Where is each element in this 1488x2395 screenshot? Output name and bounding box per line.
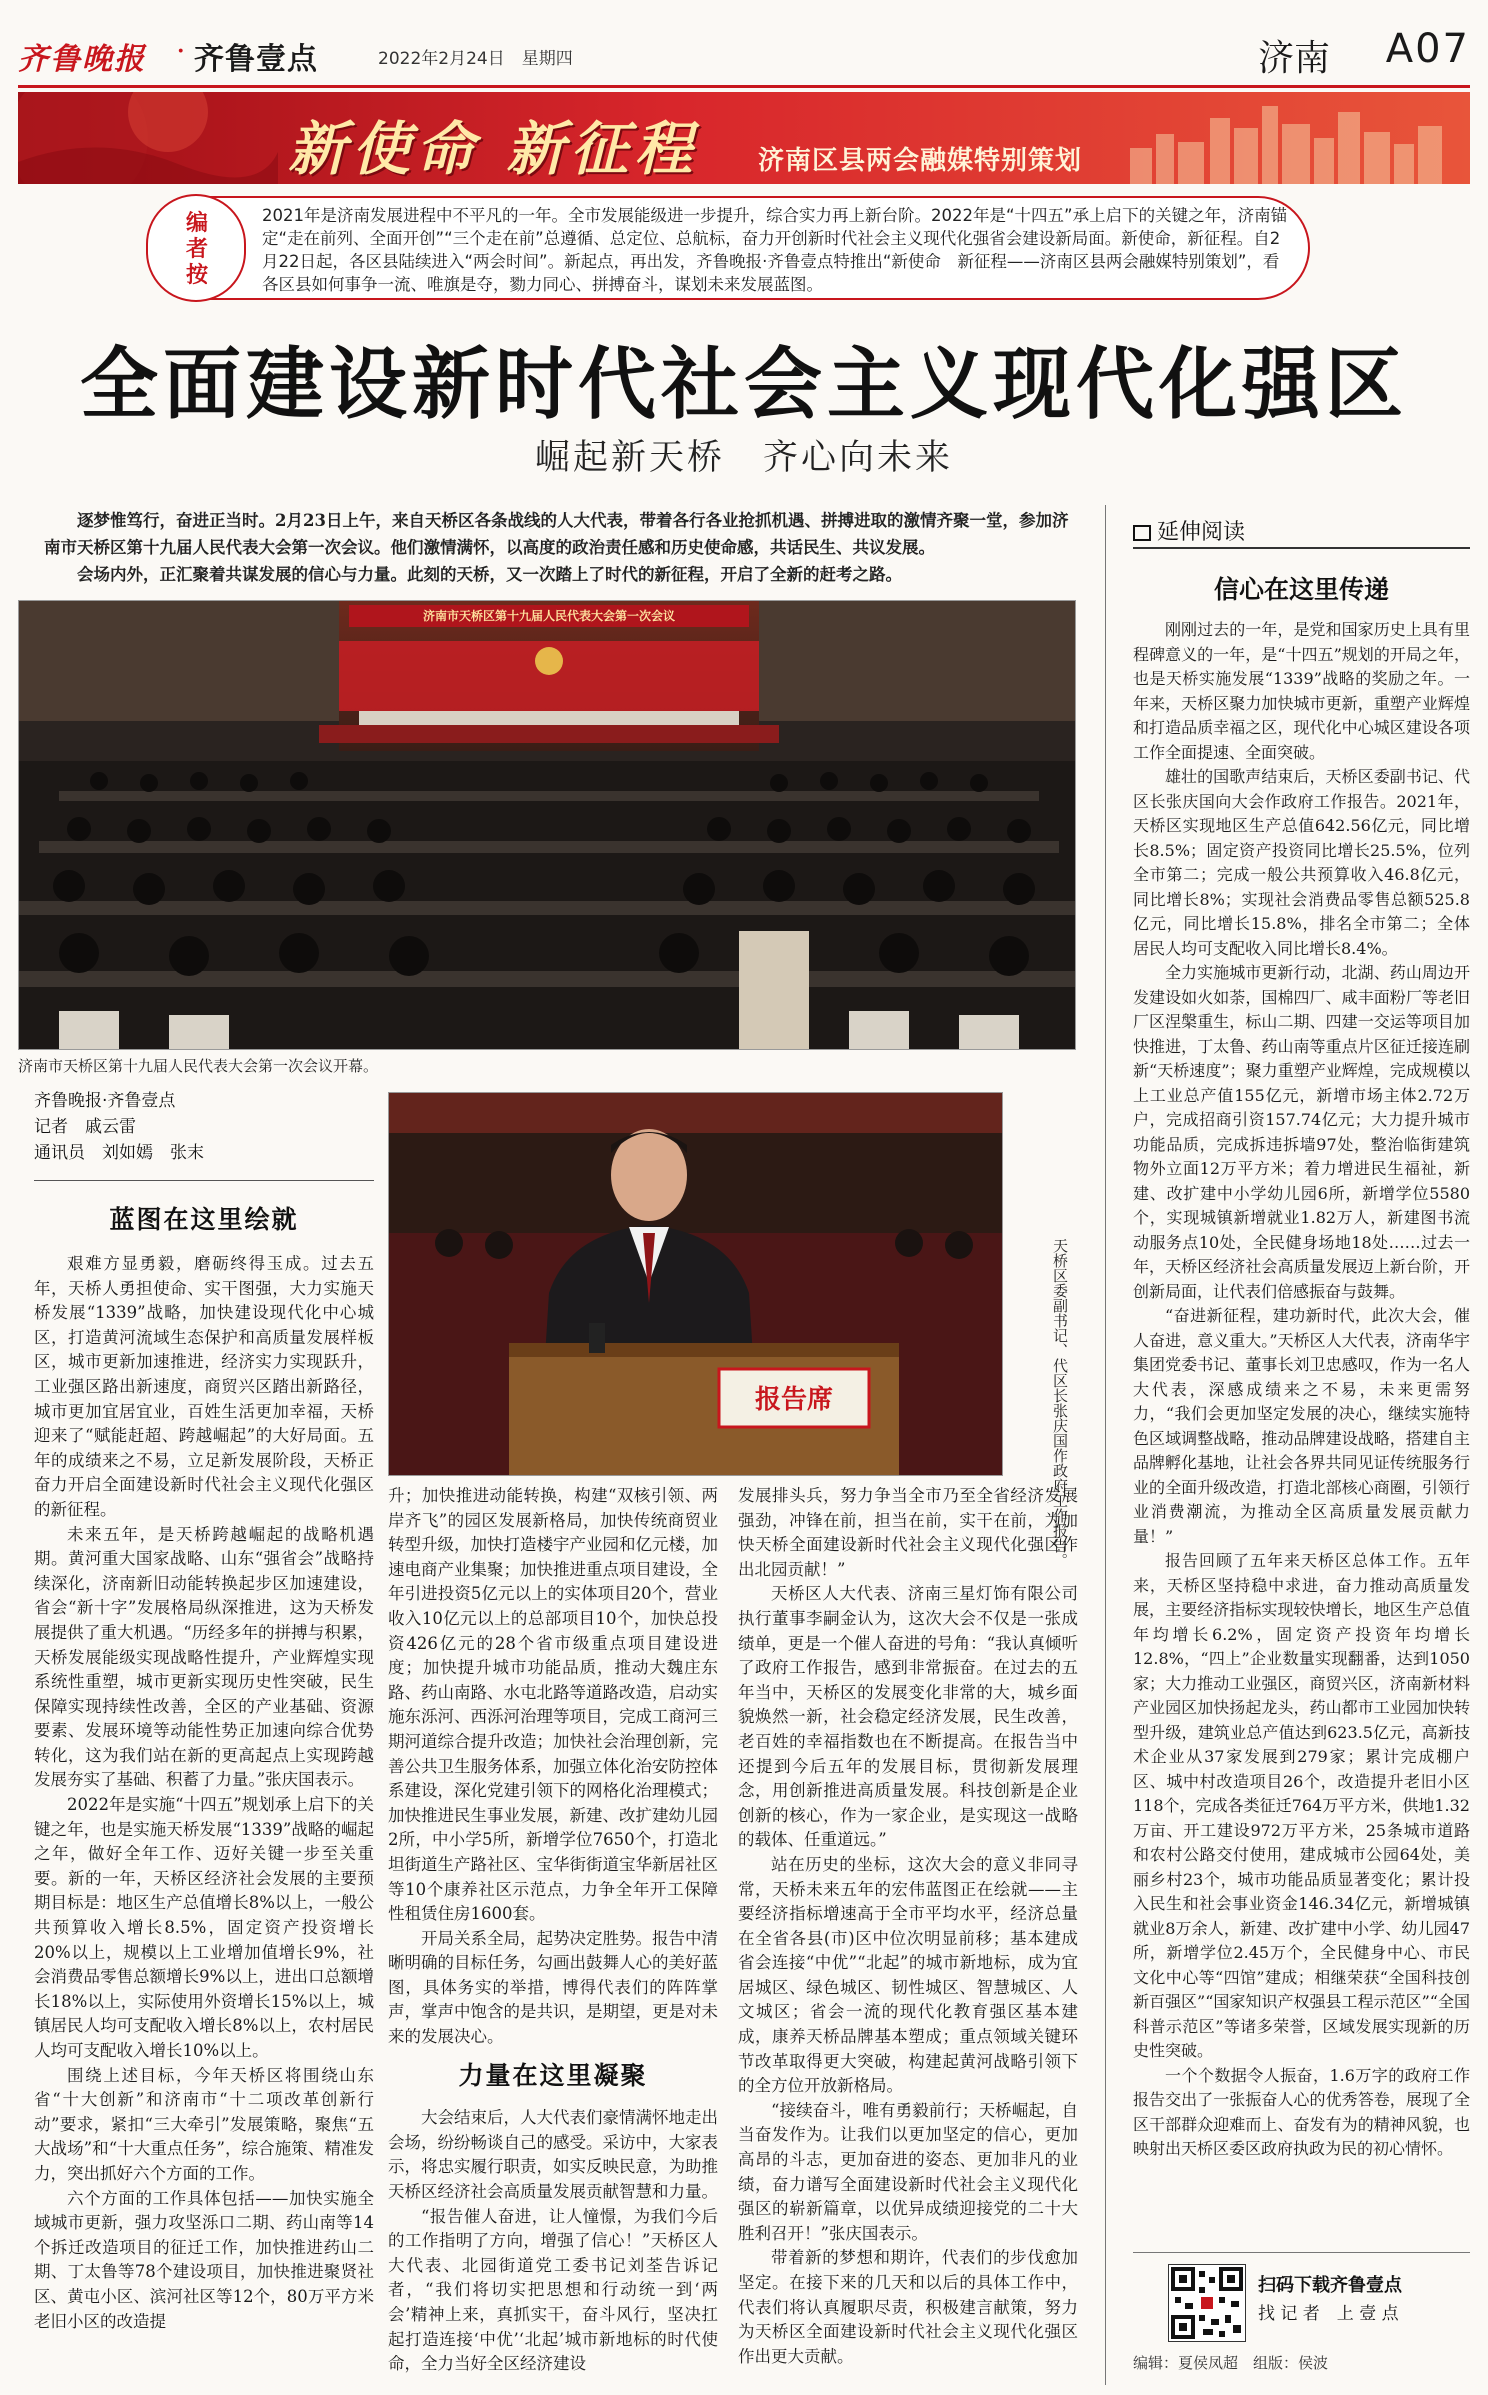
sub-headline: 崛起新天桥 齐心向未来 — [534, 438, 953, 478]
book-icon — [1133, 525, 1151, 541]
column-divider — [1105, 505, 1106, 2385]
paragraph: 开局关系全局，起势决定胜势。报告中清晰明确的目标任务，勾画出鼓舞人心的美好蓝图，具体务实的举措，博得代表们的阵阵掌声，掌声中饱含的是共识，是期望，更是对未来的发展决心。 — [388, 1928, 718, 2047]
paragraph: 站在历史的坐标，这次大会的意义非同寻常，天桥未来五年的宏伟蓝图正在绘就——主要经济指标增速高于全市平均水平，经济总量在全省各县(市)区中位次明显前移；基本建成省会连接“中优”“北起”的城市新地标，成为宜居城区、绿色城区、韧性城区、智慧城区、人文城区；省会一流的现代化教育强区基本建成，康养天桥品牌基本塑成；重点领域关键环节改革取得更大突破，构建起黄河战略引领下的全方位开放新格局。 — [738, 1854, 1078, 2096]
speaker-photo — [388, 1092, 1003, 1476]
main-headline: 全面建设新时代社会主义现代化强区 — [79, 340, 1408, 430]
podium-sign: 报告席 — [754, 1385, 833, 1415]
lead-paragraphs — [44, 507, 1084, 588]
editor-credits: 编辑：夏侯凤超 组版：侯波 — [1133, 2354, 1329, 2372]
paragraph: 全力实施城市更新行动，北湖、药山周边开发建设如火如荼，国棉四厂、咸丰面粉厂等老旧厂区涅槃重生，标山二期、四建一交运等项目加快推进，丁太鲁、药山南等重点片区征迁接连刷新“天桥速度”；聚力重塑产业辉煌，完成规模以上工业总产值155亿元，新增市场主体2.72万户，完成招商引资157.74亿元；大力提升城市功能品质，完成拆违拆墙97处，整治临街建筑物外立面12万平方米；着力增进民生福祉，新建、改扩建中小学幼儿园6所，新增学位5580个，实现城镇新增就业1.82万人，新建图书流动服务点10处，全民健身场地18处……过去一年，天桥区经济社会高质量发展迈上新台阶，开创新局面，让代表们倍感振奋与鼓舞。 — [1133, 963, 1470, 1301]
banner-subtitle: 济南区县两会融媒特别策划 — [758, 146, 1083, 176]
extended-reading-label — [1133, 515, 1245, 546]
byline-reporter: 记者 戚云雷 — [34, 1117, 136, 1137]
skyline-illustration — [1120, 98, 1450, 184]
paragraph: 带着新的梦想和期许，代表们的步伐愈加坚定。在接下来的几天和以后的具体工作中，代表们将认真履职尽责，积极建言献策，努力为天桥区全面建设新时代社会主义现代化强区作出更大贡献。 — [738, 2248, 1078, 2366]
editor-note-label: 编者按 — [186, 210, 209, 288]
editor-note — [150, 196, 1310, 300]
banner-title: 新使命 新征程 — [288, 115, 699, 183]
masthead — [18, 18, 1470, 88]
sidebar-body — [1133, 618, 1470, 2162]
byline-source: 齐鲁晚报·齐鲁壹点 — [34, 1091, 176, 1111]
lead-paragraph: 会场内外，正汇聚着共谋发展的信心与力量。此刻的天桥，又一次踏上了时代的新征程，开启了全新的赶考之路。 — [77, 565, 902, 584]
meeting-hall-illustration — [19, 601, 1076, 1050]
editor-note-text: 2021年是济南发展进程中不平凡的一年。全市发展能级进一步提升，综合实力再上新台阶。2022年是“十四五”承上启下的关键之年，济南锚定“走在前列、全面开创”“三个走在前”总遵循、总定位、总航标，奋力开创新时代社会主义现代化强省会建设新局面。新使命，新征程。自2月22日起，各区县陆续进入“两会时间”。新起点，再出发，齐鲁晚报·齐鲁壹点特推出“新使命 新征程——济南区县两会融媒特别策划”，看各区县如何事争一流、唯旗是夺，勠力同心、拼搏奋斗，谋划未来发展蓝图。 — [262, 206, 1288, 294]
paragraph: 一个个数据令人振奋，1.6万字的政府工作报告交出了一张振奋人心的优秀答卷，展现了全区干部群众迎难而上、奋发有为的精神风貌，也映射出天桥区委区政府执政为民的初心情怀。 — [1133, 2065, 1470, 2158]
section2-title: 力量在这里凝聚 — [458, 2060, 648, 2090]
sidebar-title: 信心在这里传递 — [1213, 575, 1389, 604]
photo2-caption: 天桥区委副书记、代区长张庆国作政府工作报告。 — [1051, 1238, 1069, 1568]
meeting-hall-photo — [18, 600, 1076, 1050]
paragraph: “报告催人奋进，让人憧憬，为我们今后的工作指明了方向，增强了信心！”天桥区人大代表、北园街道党工委书记刘荃告诉记者，“我们将切实把思想和行动统一到‘两会’精神上来，真抓实干，奋斗风行，坚决扛起打造连接‘中优’‘北起’城市新地标的时代使命，全力当好全区经济建设 — [388, 2206, 718, 2374]
column-1 — [34, 1252, 374, 2334]
section1-title: 蓝图在这里绘就 — [109, 1205, 299, 1234]
paragraph: 2022年是实施“十四五”规划承上启下的关键之年，也是实施天桥发展“1339”战略的崛起之年，做好全年工作、迈好关键一步至关重要。新的一年，天桥区经济社会发展的主要预期目标是：地区生产总值增长8%以上，一般公共预算收入增长8.5%，固定资产投资增长20%以上，规模以上工业增加值增长9%，社会消费品零售总额增长9%以上，进出口总额增长18%以上，实际使用外资增长15%以上，城镇居民人均可支配收入增长8%以上，农村居民人均可支配收入增长10%以上。 — [34, 1795, 374, 2060]
divider — [1133, 547, 1470, 549]
app-logo: 齐鲁壹点 — [194, 42, 318, 77]
qr-caption-line: 找 记 者 上 壹 点 — [1258, 2304, 1399, 2324]
photo1-caption: 济南市天桥区第十九届人民代表大会第一次会议开幕。 — [18, 1057, 379, 1075]
paragraph: 天桥区人大代表、济南三星灯饰有限公司执行董事李嗣金认为，这次大会不仅是一张成绩单，更是一个催人奋进的号角：“我认真倾听了政府工作报告，感到非常振奋。在过去的五年当中，天桥区的发展变化非常的大，城乡面貌焕然一新，社会稳定经济发展，民生改善，老百姓的幸福指数也在不断提高。在报告当中还提到今后五年的发展目标，贯彻新发展理念，用创新推进高质量发展。科技创新是企业创新的核心，作为一家企业，是实现这一战略的载体、任重道远。” — [738, 1584, 1078, 1850]
byline — [34, 1088, 374, 1166]
column-3 — [738, 1484, 1078, 2369]
qr-caption-line: 扫码下载齐鲁壹点 — [1258, 2275, 1402, 2296]
banner-decoration — [18, 92, 278, 184]
special-banner — [18, 92, 1470, 184]
speaker-illustration — [389, 1093, 1003, 1476]
qr-caption — [1258, 2272, 1402, 2328]
section-city: 济南 — [1257, 38, 1330, 79]
page-number: A07 — [1385, 26, 1470, 72]
paper-logo: 齐鲁晚报 — [18, 42, 146, 77]
paragraph: 雄壮的国歌声结束后，天桥区委副书记、代区长张庆国向大会作政府工作报告。2021年，天桥区实现地区生产总值642.56亿元，同比增长8.5%；固定资产投资同比增长25.5%，位列全市第二；完成一般公共预算收入46.8亿元，同比增长8%；实现社会消费品零售总额525.8亿元，同比增长15.8%，排名全市第二；全体居民人均可支配收入同比增长8.4%。 — [1133, 767, 1470, 958]
paragraph: “奋进新征程，建功新时代，此次大会，催人奋进，意义重大。”天桥区人大代表，济南华宇集团党委书记、董事长刘卫忠感叹，作为一名人大代表，深感成绩来之不易，未来更需努力，“我们会更加坚定发展的决心，继续实施特色区域调整战略，推动品牌建设战略，搭建自主品牌孵化基地，让社会各界共同见证传统服务行业的全面升级改造，打造北部核心商圈，引领行业消费潮流，为推动全区高质量发展贡献力量！” — [1133, 1306, 1470, 1546]
qr-code-icon[interactable] — [1168, 2264, 1246, 2342]
paragraph: 发展排头兵，努力争当全市乃至全省经济发展强劲，冲锋在前，担当在前，实干在前，为加快天桥全面建设新时代社会主义现代化强区作出北园贡献！” — [738, 1486, 1078, 1579]
paragraph: 未来五年，是天桥跨越崛起的战略机遇期。黄河重大国家战略、山东“强省会”战略持续深化，济南新旧动能转换起步区加速建设，省会“新十字”发展格局纵深推进，这为天桥发展提供了重大机遇。“历经多年的拼搏与积累，天桥发展能级实现战略性提升，产业辉煌实现系统性重塑，城市更新实现历史性突破，民生保障实现持续性改善，全区的产业基础、资源要素、发展环境等动能性势正加速向综合优势转化，这为我们站在新的更高起点上实现跨越发展夯实了基础、积蓄了力量。”张庆国表示。 — [34, 1524, 374, 1790]
divider — [1133, 2252, 1470, 2253]
paragraph: 艰难方显勇毅，磨砺终得玉成。过去五年，天桥人勇担使命、实干图强，大力实施天桥发展“1339”战略，加快建设现代化中心城区，打造黄河流域生态保护和高质量发展样板区，城市更新加速推进，经济实力实现跃升，工业强区路出新速度，商贸兴区踏出新路径，城市更加宜居宜业，百姓生活更加幸福，天桥迎来了“赋能赶超、跨越崛起”的大好局面。五年的成绩来之不易，立足新发展阶段，天桥正奋力开启全面建设新时代社会主义现代化强区的新征程。 — [34, 1254, 374, 1519]
logo-separator: · — [176, 34, 186, 69]
paragraph: 围绕上述目标，今年天桥区将围绕山东省“十大创新”和济南市“十二项改革创新行动”要求，紧扣“三大牵引”发展策略，聚焦“五大战场”和“十大重点任务”，综合施策、精准发力，突出抓好六个方面的工作。 — [34, 2065, 374, 2183]
lead-paragraph: 逐梦惟笃行，奋进正当时。2月23日上午，来自天桥区各条战线的人大代表，带着各行各业抢抓机遇、拼搏进取的激情齐聚一堂，参加济南市天桥区第十九届人民代表大会第一次会议。他们激情满怀，以高度的政治责任感和历史使命感，共话民生、共议发展。 — [44, 511, 1069, 557]
divider — [34, 1180, 374, 1181]
paragraph: 报告回顾了五年来天桥区总体工作。五年来，天桥区坚持稳中求进，奋力推动高质量发展，主要经济指标实现较快增长，地区生产总值年均增长6.2%，固定资产投资年均增长12.8%，“四上”企业数量实现翻番，达到1050家；大力推动工业强区，商贸兴区，济南新材料产业园区加快扬起龙头，药山都市工业园加快转型升级，建筑业总产值达到623.5亿元，高新技术企业从37家发展到279家；累计完成棚户区、城中村改造项目26个，改造提升老旧小区118个，完成各类征迁764万平方米，供地1.32万亩、开工建设972万平方米，25条城市道路和农村公路交付使用，建成城市公园64处，美丽乡村23个，城市功能品质显著变化；累计投入民生和社会事业资金146.34亿元，新增城镇就业8万余人，新建、改扩建中小学、幼儿园47所，新增学位2.45万个，全民健身中心、市民文化中心等“四馆”建成；相继荣获“全国科技创新百强区”“国家知识产权强县工程示范区”“全国科普示范区”等诸多荣誉，区域发展实现新的历史性突破。 — [1133, 1551, 1470, 2060]
paragraph: 刚刚过去的一年，是党和国家历史上具有里程碑意义的一年，是“十四五”规划的开局之年，也是天桥实施发展“1339”战略的奖励之年。一年来，天桥区聚力加快城市更新，重塑产业辉煌和打造品质幸福之区，现代化中心城区建设各项工作全面提速、全面突破。 — [1133, 620, 1470, 762]
issue-date: 2022年2月24日 星期四 — [378, 49, 573, 69]
paragraph: “接续奋斗，唯有勇毅前行；天桥崛起，自当奋发作为。让我们以更加坚定的信心，更加高昂的斗志，更加奋进的姿态、更加非凡的业绩，奋力谱写全面建设新时代社会主义现代化强区的崭新篇章，以优异成绩迎接党的二十大胜利召开！”张庆国表示。 — [738, 2100, 1078, 2243]
paragraph: 升；加快推进动能转换，构建“双核引领、两岸齐飞”的园区发展新格局，加快传统商贸业转型升级，加快打造楼宇产业园和亿元楼，加速电商产业集聚；加快推进重点项目建设，全年引进投资5亿元以上的实体项目20个，营业收入10亿元以上的总部项目10个，加快总投资426亿元的28个省市级重点项目建设进度；加快提升城市功能品质，推动大魏庄东路、药山南路、水屯北路等道路改造，启动实施东泺河、西泺河治理等项目，完成工商河三期河道综合提升改造；加快社会治理创新，完善公共卫生服务体系，加强立体化治安防控体系建设，深化党建引领下的网格化治理模式；加快推进民生事业发展，新建、改扩建幼儿园2所，中小学5所，新增学位7650个，打造北坦街道生产路社区、宝华街街道宝华新居社区等10个康养社区示范点，力争全年开工保障性租赁住房1600套。 — [388, 1486, 718, 1924]
byline-correspondents: 通讯员 刘如嫣 张末 — [34, 1143, 204, 1163]
column-2 — [388, 1484, 718, 2377]
paragraph: 六个方面的工作具体包括——加快实施全域城市更新，强力攻坚泺口二期、药山南等14个拆迁改造项目的征迁工作，加快推进药山二期、丁太鲁等78个建设项目，加快推进聚贤社区、黄屯小区、滨河社区等12个，80万平方米老旧小区的改造提 — [34, 2188, 374, 2331]
editor-note-badge — [146, 194, 246, 302]
extended-reading-text: 延伸阅读 — [1157, 520, 1246, 545]
paragraph: 大会结束后，人大代表们豪情满怀地走出会场，纷纷畅谈自己的感受。采访中，大家表示，将忠实履行职责，如实反映民意，为助推天桥区经济社会高质量发展贡献智慧和力量。 — [388, 2108, 718, 2202]
photo-banner-text: 济南市天桥区第十九届人民代表大会第一次会议 — [422, 609, 675, 623]
qr-code-graphic — [1169, 2265, 1245, 2341]
